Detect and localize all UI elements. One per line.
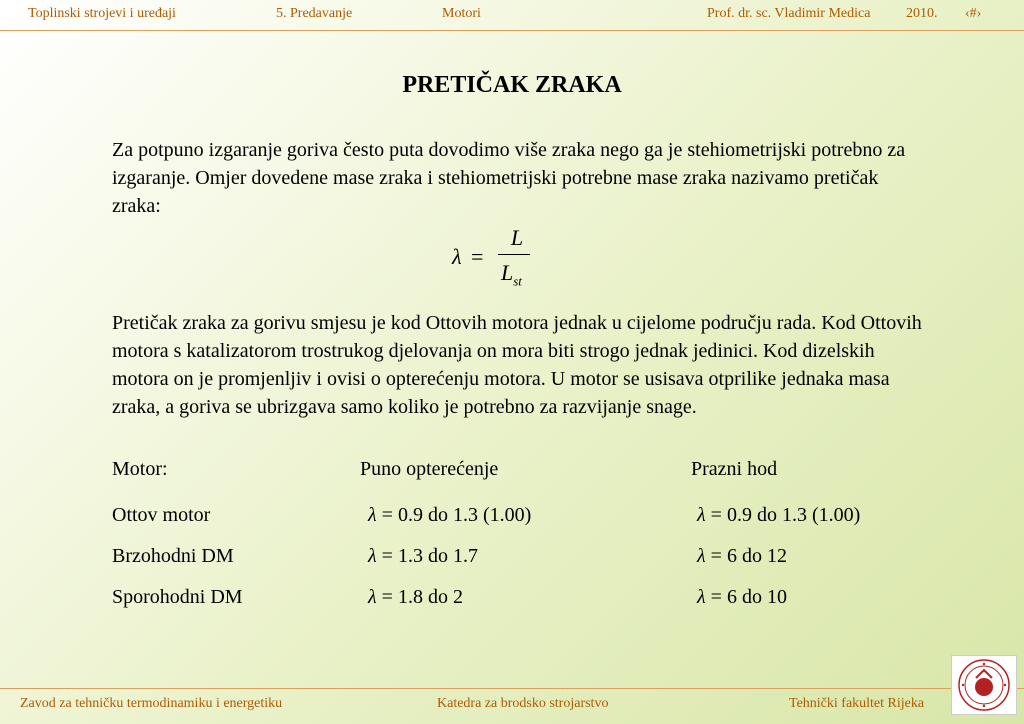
body-paragraph: Pretičak zraka za gorivu smjesu je kod Ottovih motora jednak u cijelome području rada. Kod Ottovih motora s katalizatorom trostrukog djelovanja on mora biti strogo jednak jedinici. Kod dizelskih motora on je promjenljiv i ovisi o opterećenju motora. U motor se usisava otprilike jednaka masa zraka, a goriva se ubrizgava samo koliko je potrebno za razvijanje snage. [112,312,922,418]
formula-denominator: $L_{st}$ [501,260,522,289]
footer-faculty: Tehnički fakultet Rijeka [789,696,925,711]
table-header-row [112,458,932,488]
slide-header [0,0,1024,30]
full-load-value: λ = 1.3 do 1.7 [368,545,478,567]
table-header-motor: Motor: [112,458,168,480]
header-page-number: ‹#› [965,6,982,21]
table-row [112,504,932,534]
fraction-bar [498,254,530,255]
idle-value: λ = 6 do 10 [697,586,787,608]
motor-name: Sporohodni DM [112,586,243,608]
header-year: 2010. [906,6,938,21]
formula-numerator: L [510,225,524,250]
header-divider [0,30,1024,31]
motor-name: Brzohodni DM [112,545,234,567]
intro-paragraph: Za potpuno izgaranje goriva često puta dovodimo više zraka nego ga je stehiometrijski potrebno za izgaranje. Omjer dovedene mase zraka i stehiometrijski potrebne mase zraka nazivamo pretičak zraka: [112,139,906,217]
header-lecture: 5. Predavanje [276,6,353,21]
formula-equals: = [471,244,484,269]
table-header-full-load: Puno opterećenje [360,458,499,480]
footer-institute: Zavod za tehničku termodinamiku i energetiku [20,696,283,711]
table-header-idle: Prazni hod [691,458,778,480]
seal-icon [952,656,1016,714]
formula-lambda: λ [452,244,462,269]
idle-value: λ = 6 do 12 [697,545,787,567]
footer-department: Katedra za brodsko strojarstvo [437,696,609,711]
full-load-value: λ = 0.9 do 1.3 (1.00) [368,504,532,526]
motor-name: Ottov motor [112,504,211,526]
full-load-value: λ = 1.8 do 2 [368,586,463,608]
header-author: Prof. dr. sc. Vladimir Medica [707,6,871,21]
slide-title: PRETIČAK ZRAKA [402,72,622,98]
formula-subscript: st [513,273,522,289]
footer-divider [0,688,1024,689]
faculty-seal-logo [951,655,1017,715]
header-topic: Motori [442,6,481,21]
lambda-formula [452,222,542,292]
table-row [112,545,932,575]
idle-value: λ = 0.9 do 1.3 (1.00) [697,504,861,526]
table-row [112,586,932,616]
header-course: Toplinski strojevi i uređaji [28,6,176,21]
